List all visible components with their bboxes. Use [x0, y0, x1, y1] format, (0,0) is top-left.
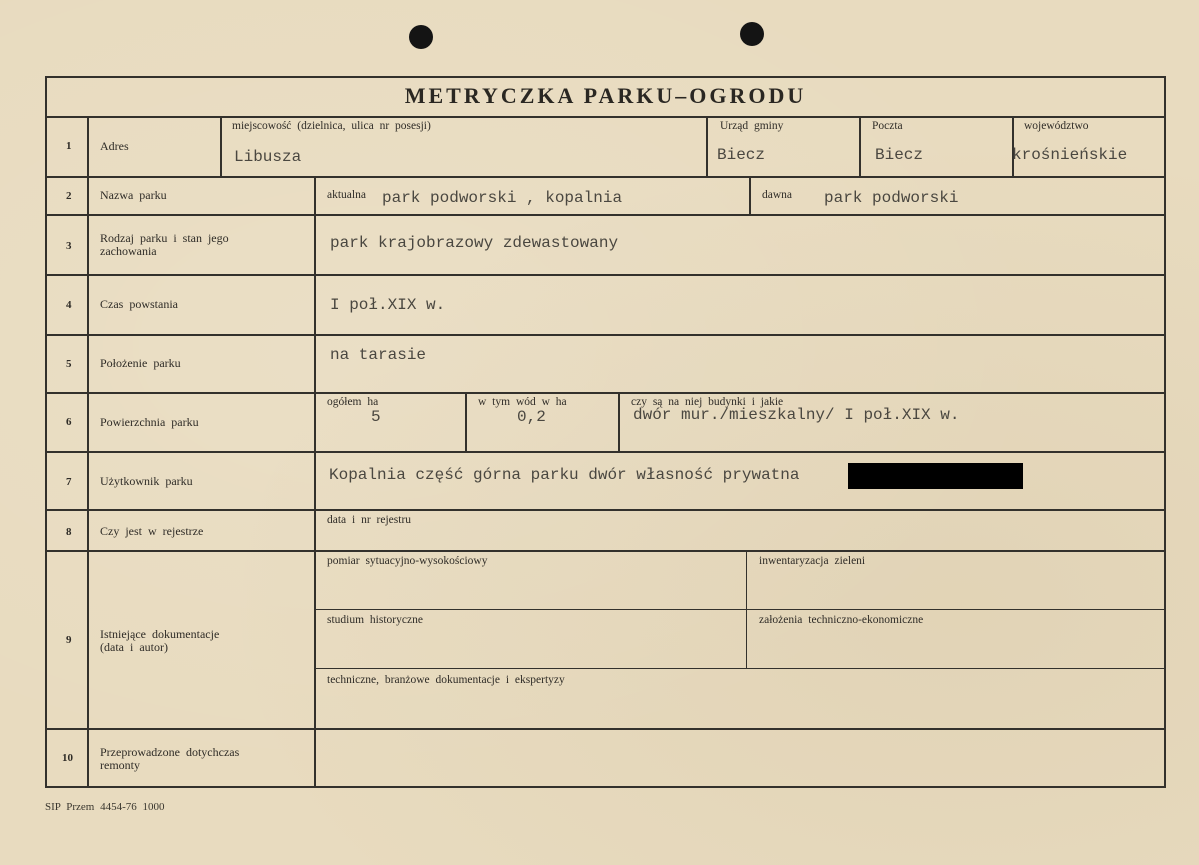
divider — [45, 176, 1166, 178]
divider — [749, 176, 751, 214]
divider — [314, 609, 1166, 610]
divider — [465, 392, 467, 451]
row-number: 2 — [66, 190, 72, 202]
history-caption: studium historyczne — [327, 614, 423, 626]
form-frame — [45, 76, 1166, 788]
row-label-register: Czy jest w rejestrze — [100, 524, 204, 538]
current-name-value: park podworski , kopalnia — [382, 189, 623, 207]
row-label-repairs-line1: Przeprowadzone dotychczas — [100, 745, 240, 759]
park-type-value: park krajobrazowy zdewastowany — [330, 234, 619, 252]
divider — [45, 392, 1166, 394]
punch-hole-left — [409, 25, 433, 49]
divider — [45, 116, 1166, 118]
buildings-caption: czy są na niej budynki i jakie — [631, 396, 784, 408]
row-number: 6 — [66, 416, 72, 428]
locality-caption: miejscowość (dzielnica, ulica nr posesji) — [232, 120, 431, 132]
divider — [45, 451, 1166, 453]
row-number: 9 — [66, 634, 72, 646]
divider — [746, 550, 747, 668]
redaction-box — [848, 463, 1023, 489]
divider — [618, 392, 620, 451]
punch-hole-right — [740, 22, 764, 46]
register-caption: data i nr rejestru — [327, 514, 412, 526]
commune-value: Biecz — [717, 146, 766, 164]
row-label-area: Powierzchnia parku — [100, 415, 199, 429]
divider — [45, 550, 1166, 552]
divider — [314, 668, 1166, 669]
divider — [45, 334, 1166, 336]
row-label-location: Położenie parku — [100, 356, 181, 370]
row-label-park-name: Nazwa parku — [100, 188, 167, 202]
row-number: 4 — [66, 299, 72, 311]
post-caption: Poczta — [872, 120, 903, 132]
water-area-value: 0,2 — [517, 408, 546, 426]
current-name-caption: aktualna — [327, 189, 366, 201]
row-number: 1 — [66, 140, 72, 152]
row-label-docs-line1: Istniejące dokumentacje — [100, 627, 220, 641]
divider — [220, 116, 222, 176]
locality-value: Libusza — [234, 148, 302, 166]
row-number: 5 — [66, 358, 72, 370]
techecon-caption: założenia techniczno-ekonomiczne — [759, 614, 924, 626]
location-value: na tarasie — [330, 346, 427, 364]
voivodeship-caption: województwo — [1024, 120, 1089, 132]
divider — [45, 214, 1166, 216]
divider — [859, 116, 861, 176]
divider — [706, 116, 708, 176]
buildings-value: dwór mur./mieszkalny/ I poł.XIX w. — [633, 406, 960, 424]
post-value: Biecz — [875, 146, 924, 164]
row-number: 3 — [66, 240, 72, 252]
commune-caption: Urząd gminy — [720, 120, 784, 132]
row-label-user: Użytkownik parku — [100, 474, 193, 488]
divider — [45, 274, 1166, 276]
form-footer-code: SIP Przem 4454-76 1000 — [45, 801, 165, 813]
row-label-docs-line2: (data i autor) — [100, 640, 168, 654]
row-label-repairs-line2: remonty — [100, 758, 140, 772]
former-name-caption: dawna — [762, 189, 793, 201]
row-number: 8 — [66, 526, 72, 538]
row-label-type-line1: Rodzaj parku i stan jego — [100, 231, 229, 245]
survey-caption: pomiar sytuacyjno-wysokościowy — [327, 555, 488, 567]
row-number: 7 — [66, 476, 72, 488]
greenery-caption: inwentaryzacja zieleni — [759, 555, 866, 567]
former-name-value: park podworski — [824, 189, 959, 207]
row-number: 10 — [62, 752, 73, 764]
origin-time-value: I poł.XIX w. — [330, 296, 446, 314]
divider — [45, 728, 1166, 730]
total-area-value: 5 — [371, 408, 381, 426]
divider — [87, 116, 89, 788]
divider — [314, 176, 316, 788]
total-area-caption: ogółem ha — [327, 396, 379, 408]
technical-caption: techniczne, branżowe dokumentacje i ekspertyzy — [327, 674, 565, 686]
row-label-type-line2: zachowania — [100, 244, 157, 258]
row-label-origin-time: Czas powstania — [100, 297, 178, 311]
divider — [45, 509, 1166, 511]
row-label-address: Adres — [100, 139, 129, 153]
form-title: METRYCZKA PARKU–OGRODU — [404, 83, 807, 108]
water-area-caption: w tym wód w ha — [478, 396, 567, 408]
user-value: Kopalnia część górna parku dwór własność prywatna — [329, 466, 800, 484]
voivodeship-value: krośnieńskie — [1012, 146, 1128, 164]
